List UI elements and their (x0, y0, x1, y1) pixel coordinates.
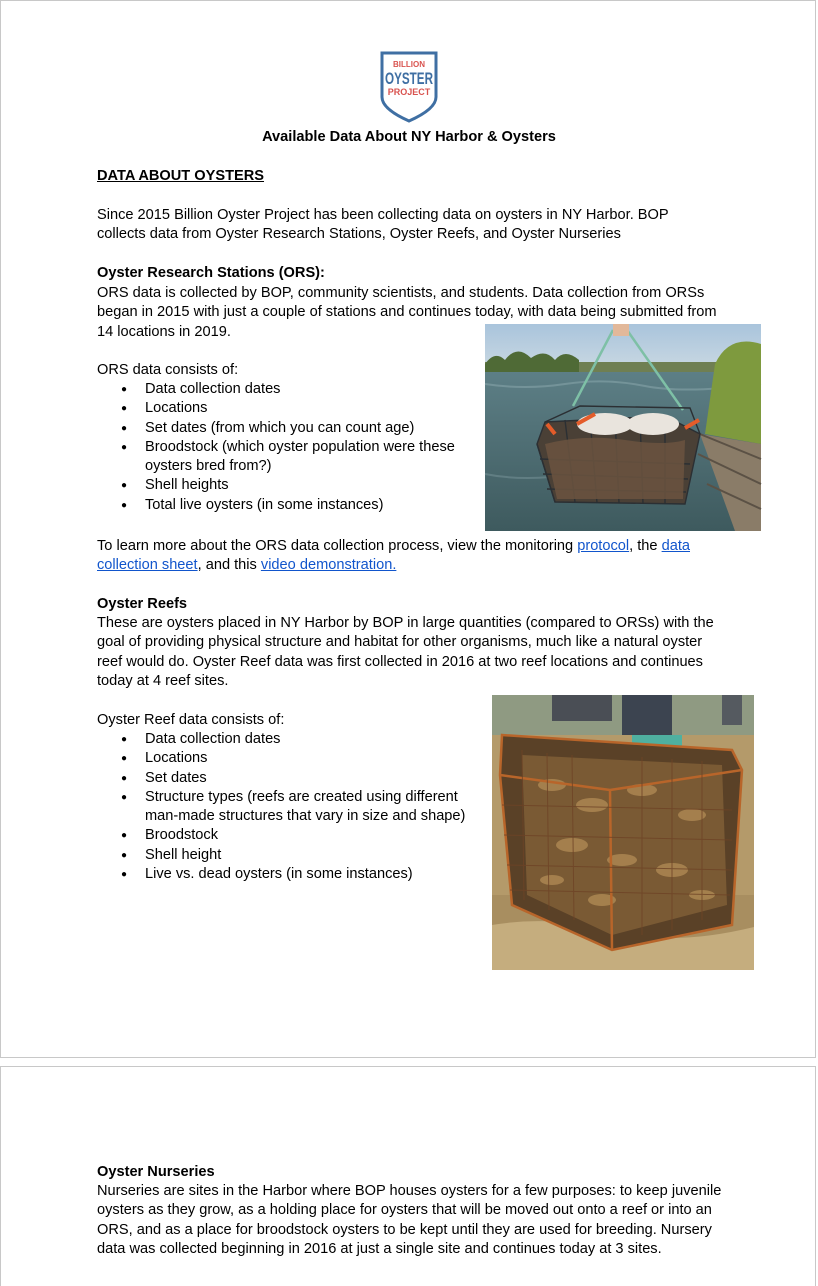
list-item: ● Data collection dates (97, 380, 477, 399)
list-item: ● Total live oysters (in some instances) (97, 496, 477, 515)
intro-paragraph: Since 2015 Billion Oyster Project has been collecting data on oysters in NY Harbor. BOP collects data from Oyster Research Stations, Oyster Reefs, and Oyster Nurseries (97, 207, 669, 243)
ors-heading: Oyster Research Stations (ORS): (97, 265, 325, 281)
list-item: ● Live vs. dead oysters (in some instances) (97, 865, 482, 884)
ors-cage-photo (485, 324, 761, 531)
list-item: ● Data collection dates (97, 730, 482, 749)
reefs-description: These are oysters placed in NY Harbor by BOP in large quantities (compared to ORSs) with the goal of providing physical structure and habitat for other organisms, much like a natural oyster reef would do. Oyster Reef data was first collected in 2016 at two reef locations and continues today at 4 reef sites. (97, 615, 714, 689)
video-demonstration-link[interactable]: video demonstration. (260, 557, 397, 574)
billion-oyster-project-logo (380, 51, 438, 123)
document-title: Available Data About NY Harbor & Oysters (262, 129, 556, 145)
nurseries-heading: Oyster Nurseries (97, 1164, 215, 1180)
list-item: ● Set dates (97, 769, 482, 788)
list-item: ● Locations (97, 399, 477, 418)
reefs-data-list (97, 730, 482, 884)
svg-text:BILLION: BILLION (393, 60, 425, 69)
svg-text:OYSTER: OYSTER (385, 69, 433, 88)
ors-learn-more: To learn more about the ORS data collection process, view the monitoring protocol, the data collection sheet, and this video demonstration. (97, 538, 690, 574)
oyster-reef-cage-photo (492, 695, 754, 970)
reefs-list-intro: Oyster Reef data consists of: (97, 712, 285, 728)
data-collection-sheet-link[interactable]: data collection sheet (97, 538, 690, 574)
list-item: ● Locations (97, 749, 482, 768)
ors-list-intro: ORS data consists of: (97, 362, 239, 378)
list-item: ● Broodstock (which oyster population were these oysters bred from?) (97, 438, 477, 477)
list-item: ● Shell height (97, 846, 482, 865)
list-item: ● Shell heights (97, 476, 477, 495)
protocol-link[interactable]: protocol (577, 538, 630, 554)
nurseries-description: Nurseries are sites in the Harbor where BOP houses oysters for a few purposes: to keep juvenile oysters as they grow, as a holding place for oysters that will be moved out onto a reef or into an ORS, and as a place for broodstock oysters to be kept until they are used for breeding. Nursery data was collected beginning in 2016 at just a single site and continues today at 3 sites. (97, 1183, 722, 1257)
reefs-heading: Oyster Reefs (97, 596, 188, 612)
list-item: ● Broodstock (97, 826, 482, 845)
ors-data-list (97, 380, 477, 515)
list-item: ● Set dates (from which you can count age) (97, 419, 477, 438)
ors-description: ORS data is collected by BOP, community scientists, and students. Data collection from ORSs began in 2015 with just a couple of stations and continues today, with data being submitted from 14 locations in 2019. (97, 285, 717, 340)
section-heading: DATA ABOUT OYSTERS (97, 168, 265, 184)
list-item: ● Structure types (reefs are created using different man-made structures that vary in size and shape) (97, 788, 482, 827)
svg-text:PROJECT: PROJECT (387, 87, 431, 97)
